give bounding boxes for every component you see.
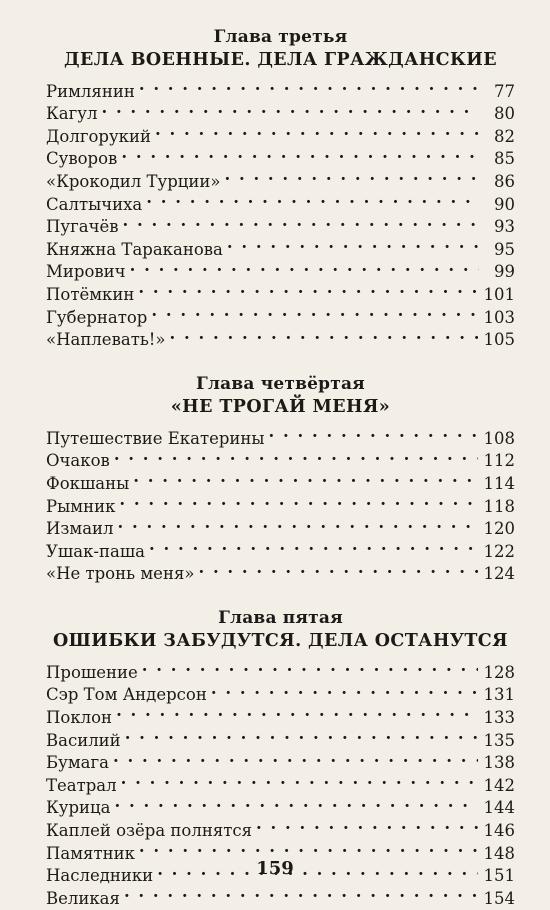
entry-page: 82 <box>494 126 515 146</box>
entry-page: 133 <box>483 708 515 728</box>
dot-leader <box>119 489 477 512</box>
entry-name: «Не тронь меня» <box>46 564 195 584</box>
chapter-title: ДЕЛА ВОЕННЫЕ. ДЕЛА ГРАЖДАНСКИЕ <box>64 50 497 70</box>
toc-list <box>46 421 515 584</box>
toc-entry[interactable] <box>46 700 515 728</box>
entry-page: 124 <box>483 564 515 584</box>
entry-page: 90 <box>494 194 515 214</box>
dot-leader <box>224 164 479 187</box>
dot-leader <box>121 142 479 165</box>
toc-list <box>46 74 515 350</box>
dot-leader <box>227 232 479 255</box>
dot-leader <box>211 678 478 701</box>
toc-entry[interactable] <box>46 723 515 750</box>
entry-name: «Крокодил Турции» <box>46 171 221 191</box>
entry-page: 114 <box>483 473 515 493</box>
chapter-label: Глава пятая <box>218 608 343 629</box>
dot-leader <box>151 300 477 323</box>
toc-entry[interactable] <box>46 746 515 773</box>
entry-page: 93 <box>494 217 515 237</box>
entry-page: 108 <box>483 428 515 448</box>
entry-page: 112 <box>483 451 515 471</box>
entry-name: Суворов <box>46 149 118 169</box>
chapter-4 <box>46 373 515 584</box>
chapter-title: «НЕ ТРОГАЙ МЕНЯ» <box>170 397 391 418</box>
dot-leader <box>101 97 479 120</box>
entry-page: 101 <box>483 284 515 304</box>
entry-name: Курица <box>46 798 111 818</box>
dot-leader <box>138 277 477 300</box>
entry-name: Прошение <box>46 662 138 682</box>
dot-leader <box>133 466 477 489</box>
dot-leader <box>118 512 478 535</box>
dot-leader <box>146 187 479 210</box>
entry-page: 131 <box>483 685 515 705</box>
entry-page: 86 <box>494 171 515 191</box>
toc-entry[interactable] <box>46 97 515 124</box>
entry-name: Памятник <box>46 843 135 863</box>
entry-name: Долгорукий <box>46 126 151 146</box>
entry-name: Театрал <box>46 775 117 795</box>
entry-page: 99 <box>494 262 515 282</box>
dot-leader <box>256 813 477 836</box>
entry-name: Великая <box>46 888 120 908</box>
dot-leader <box>113 746 478 769</box>
dot-leader <box>114 444 478 467</box>
entry-page: 120 <box>483 519 515 539</box>
entry-page: 122 <box>483 541 515 561</box>
toc-entry[interactable] <box>46 466 515 493</box>
entry-name: Путешествие Екатерины <box>46 428 265 448</box>
toc-entry[interactable] <box>46 119 515 146</box>
dot-leader <box>149 534 478 557</box>
entry-name: Салтычиха <box>46 194 143 214</box>
entry-name: Бумага <box>46 753 109 773</box>
entry-page: 148 <box>483 843 515 863</box>
entry-page: 85 <box>494 149 515 169</box>
dot-leader <box>269 421 478 444</box>
entry-name: Очаков <box>46 451 110 471</box>
page-number: 159 <box>256 858 294 879</box>
dot-leader <box>139 74 479 97</box>
toc-entry[interactable] <box>46 813 515 841</box>
entry-page: 138 <box>483 753 515 773</box>
entry-name: Поклон <box>46 708 113 728</box>
entry-page: 142 <box>483 775 515 795</box>
entry-name: Наследники <box>46 866 154 886</box>
entry-name: Пугачёв <box>46 217 119 237</box>
entry-name: Мирович <box>46 262 126 282</box>
entry-name: Каплей озёра полнятся <box>46 821 253 841</box>
dot-leader <box>125 723 478 746</box>
dot-leader <box>115 791 478 814</box>
chapter-label: Глава третья <box>213 27 348 47</box>
dot-leader <box>121 768 478 791</box>
dot-leader <box>123 210 479 233</box>
entry-page: 105 <box>483 330 515 350</box>
toc-entry[interactable] <box>46 768 515 795</box>
toc-entry[interactable] <box>46 74 515 101</box>
entry-name: Княжна Тараканова <box>46 239 223 259</box>
entry-page: 151 <box>483 866 515 886</box>
toc-entry[interactable] <box>46 421 515 448</box>
entry-name: Рымник <box>46 496 116 516</box>
chapter-3 <box>46 26 515 350</box>
dot-leader <box>130 255 479 278</box>
entry-page: 118 <box>483 496 515 516</box>
dot-leader <box>198 557 477 580</box>
entry-name: Римлянин <box>46 81 135 101</box>
chapter-label: Глава четвёртая <box>196 374 365 395</box>
entry-name: Кагул <box>46 104 98 124</box>
entry-page: 128 <box>483 662 515 682</box>
entry-name: Ушак-паша <box>46 541 145 561</box>
toc-entry[interactable] <box>46 655 515 682</box>
toc-entry[interactable] <box>46 791 515 818</box>
toc-entry[interactable] <box>46 444 515 471</box>
entry-name: «Наплевать!» <box>46 330 166 350</box>
dot-leader <box>170 323 478 346</box>
entry-name: Измаил <box>46 519 114 539</box>
entry-page: 154 <box>483 888 515 908</box>
dot-leader <box>155 119 479 142</box>
entry-page: 144 <box>483 798 515 818</box>
entry-page: 146 <box>483 821 515 841</box>
entry-name: Сэр Том Андерсон <box>46 685 207 705</box>
entry-page: 95 <box>494 239 515 259</box>
entry-name: Василий <box>46 730 121 750</box>
entry-name: Губернатор <box>46 307 148 327</box>
entry-name: Фокшаны <box>46 473 130 493</box>
entry-name: Потёмкин <box>46 284 135 304</box>
entry-page: 103 <box>483 307 515 327</box>
dot-leader <box>139 836 478 859</box>
entry-page: 135 <box>483 730 515 750</box>
dot-leader <box>116 700 477 723</box>
entry-page: 77 <box>494 81 515 101</box>
chapter-title: ОШИБКИ ЗАБУДУТСЯ. ДЕЛА ОСТАНУТСЯ <box>53 631 508 652</box>
entry-page: 80 <box>494 104 515 124</box>
dot-leader <box>124 881 478 904</box>
dot-leader <box>142 655 478 678</box>
